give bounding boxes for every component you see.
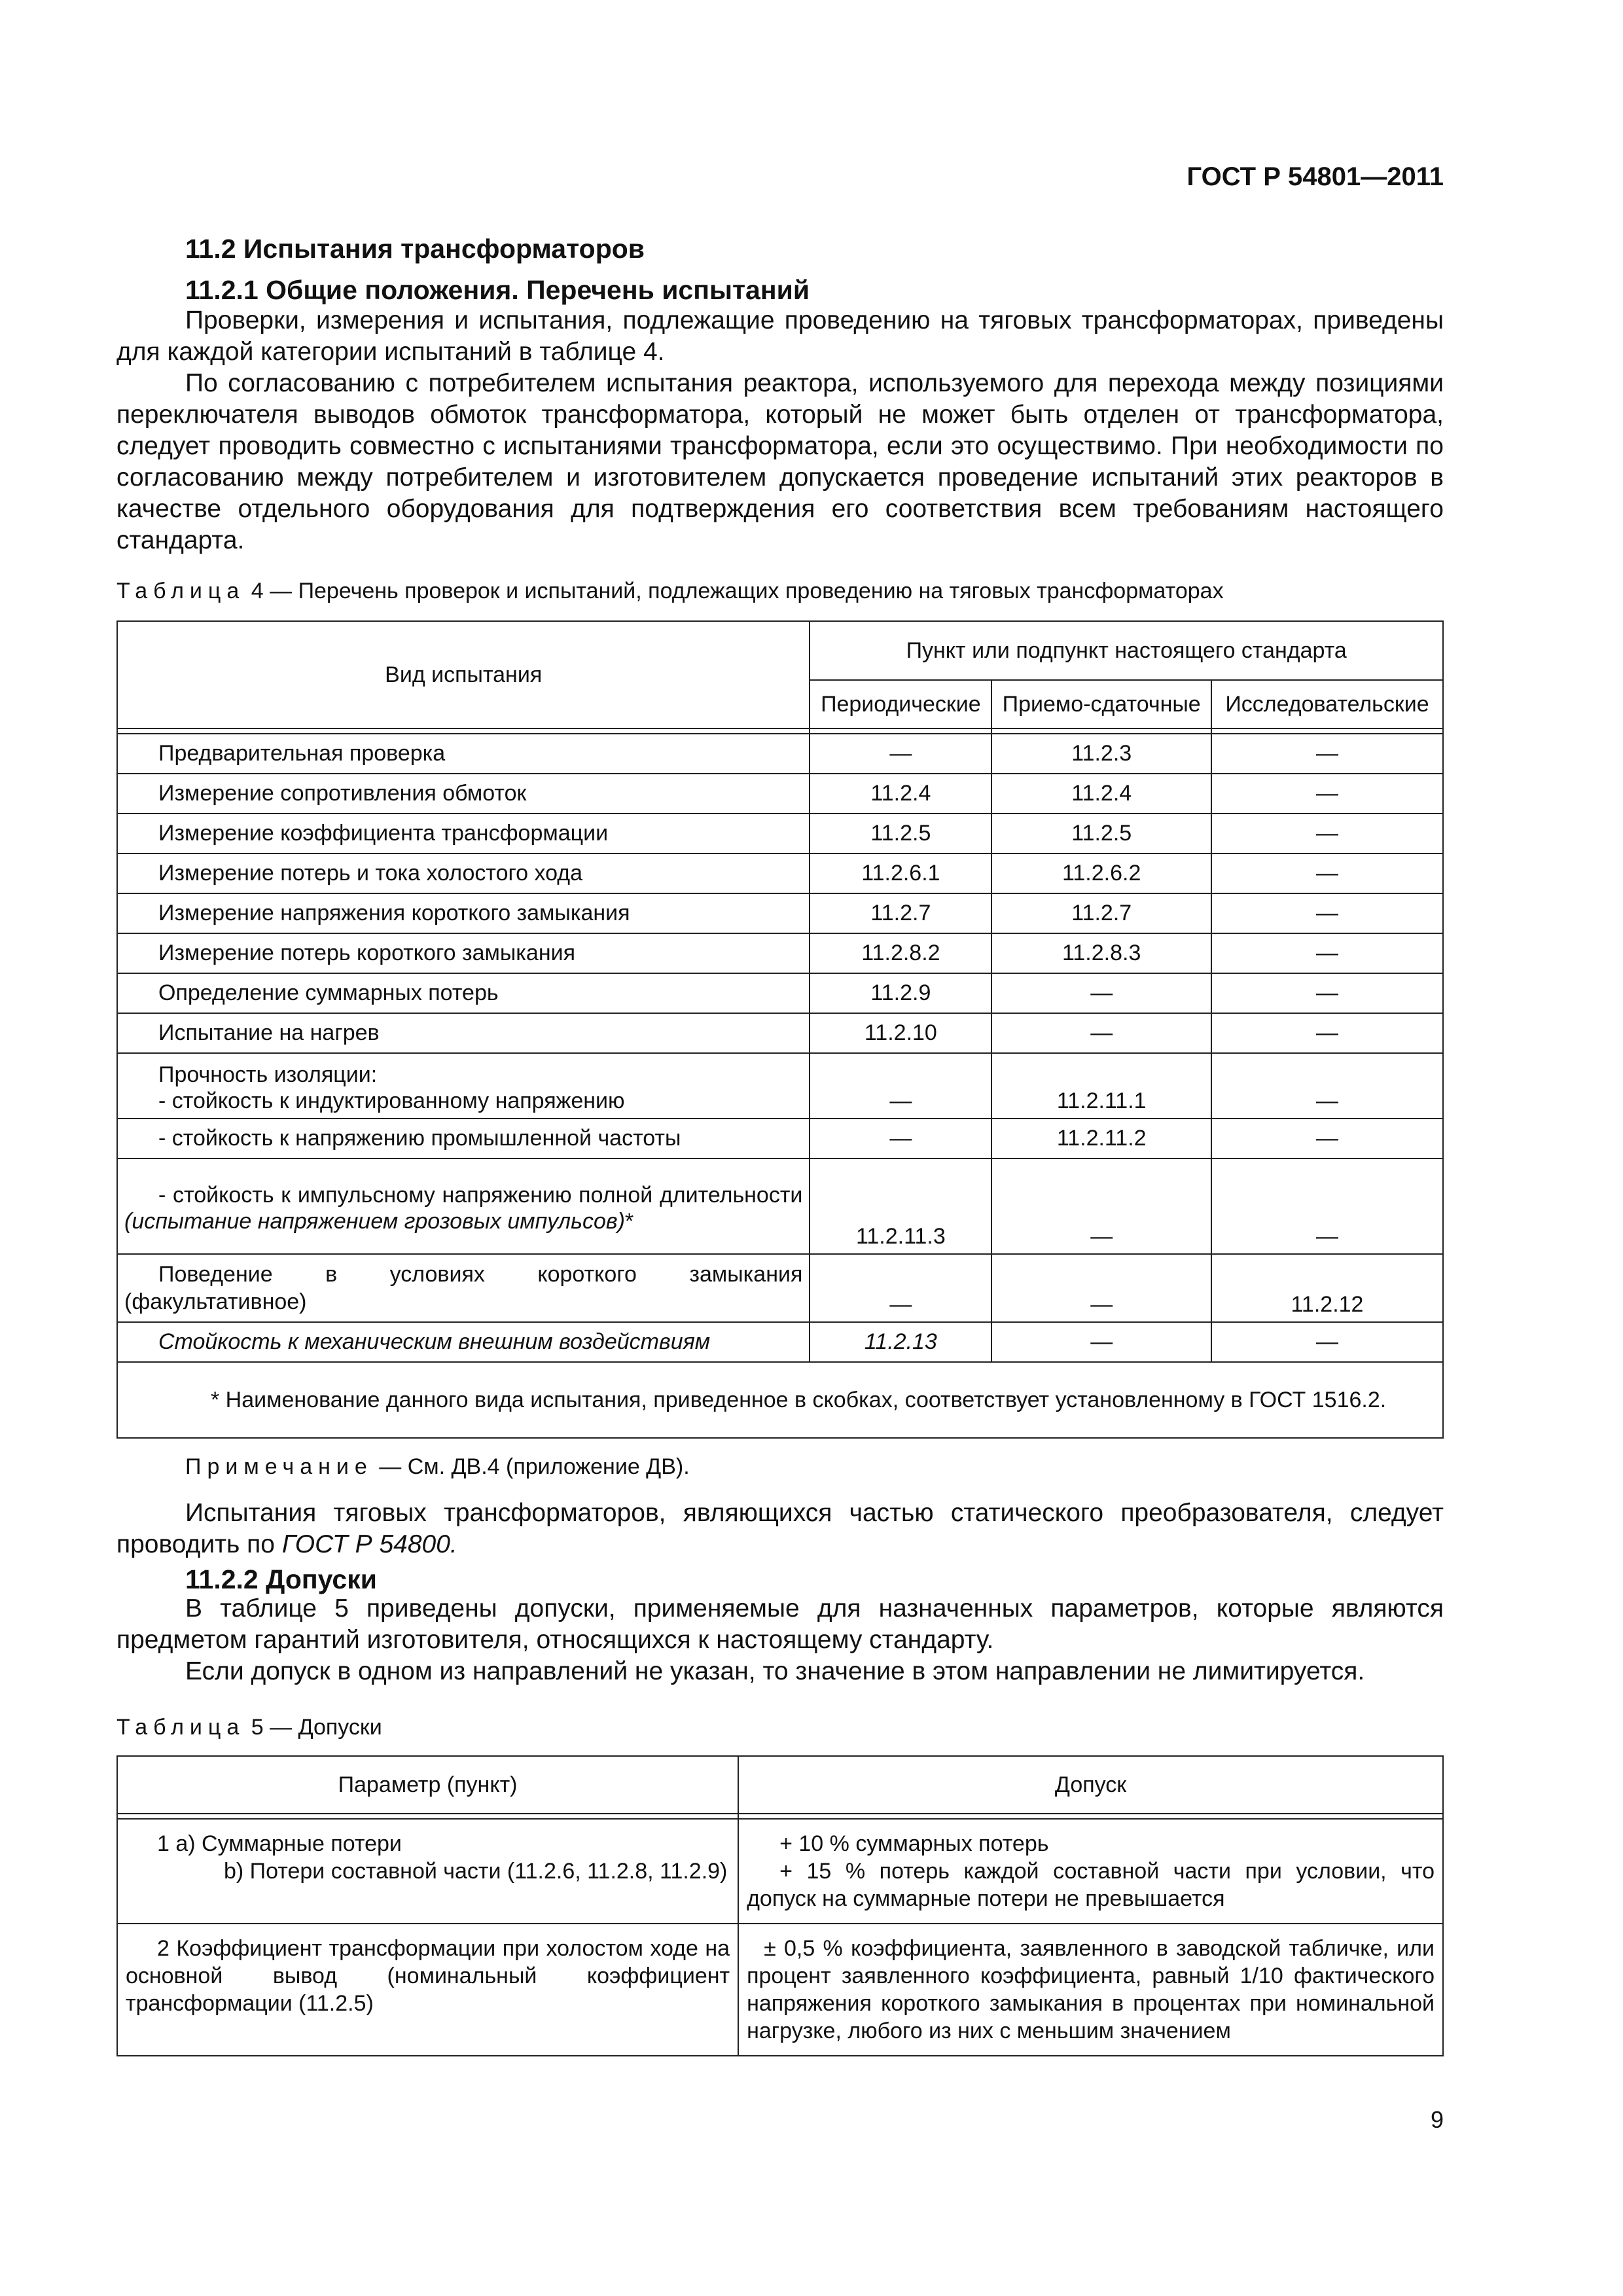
acceptance-value: — [991, 973, 1211, 1013]
param-cell: 2 Коэффициент трансформации при холостом ходе на основной вывод (номинальный коэффициент трансформации (11.2.5) [117, 1924, 738, 2056]
research-value: — [1211, 774, 1443, 814]
periodic-value: 11.2.13 [810, 1322, 991, 1362]
table-4-header-row [117, 621, 1443, 680]
table-4-footnote-row [117, 1362, 1443, 1438]
test-name: Определение суммарных потерь [117, 973, 810, 1013]
acceptance-value: 11.2.11.1 [991, 1053, 1211, 1119]
research-value: — [1211, 1053, 1443, 1119]
col-header-tolerance: Допуск [738, 1756, 1443, 1814]
periodic-value: 11.2.9 [810, 973, 991, 1013]
periodic-value: 11.2.8.2 [810, 933, 991, 973]
table-5 [116, 1755, 1444, 2056]
table-row [117, 853, 1443, 893]
acceptance-value: 11.2.5 [991, 814, 1211, 853]
table-row-insulation-induced [117, 1053, 1443, 1119]
table-row [117, 734, 1443, 774]
col-header-periodic: Периодические [810, 680, 991, 728]
periodic-value: 11.2.4 [810, 774, 991, 814]
table-row-insulation-impulse [117, 1158, 1443, 1254]
insulation-title: Прочность изоляции: [158, 1062, 378, 1087]
tolerance-cell [738, 1819, 1443, 1924]
acceptance-value: 11.2.11.2 [991, 1119, 1211, 1158]
research-value: — [1211, 893, 1443, 933]
table-5-caption-label: Таблица [116, 1715, 245, 1740]
document-id: ГОСТ Р 54801—2011 [1186, 162, 1444, 191]
table-row [117, 774, 1443, 814]
param-b: b) Потери составной части (11.2.6, 11.2.8, 11.2.9) [224, 1859, 728, 1884]
periodic-value: 11.2.7 [810, 893, 991, 933]
table-row [117, 1819, 1443, 1924]
test-name: Испытание на нагрев [117, 1013, 810, 1053]
periodic-value: — [810, 1119, 991, 1158]
research-value: — [1211, 1158, 1443, 1254]
paragraph-tolerances: В таблице 5 приведены допуски, применяемые для назначенных параметров, которые являются предметом гарантий изготовителя, относящихся к настоящему стандарту. [116, 1594, 1444, 1654]
static-converter-text: Испытания тяговых трансформаторов, являющихся частью статического преобразователя, следует проводить по [116, 1499, 1444, 1558]
test-name: Измерение сопротивления обмоток [117, 774, 810, 814]
note-text: — См. ДВ.4 (приложение ДВ). [379, 1454, 690, 1479]
periodic-value: 11.2.10 [810, 1013, 991, 1053]
tolerance-cell: ± 0,5 % коэффициента, заявленного в заводской табличке, или процент заявленного коэффициента, равный 1/10 фактического напряжения короткого замыкания в процентах при номинальной нагрузке, любого из них с меньшим значением [738, 1924, 1443, 2056]
table-row [117, 973, 1443, 1013]
tolerance-b: + 15 % потерь каждой составной части при условии, что допуск на суммарные потери не превышается [747, 1859, 1435, 1911]
test-name: Измерение потерь короткого замыкания [117, 933, 810, 973]
paragraph-tests-list: Проверки, измерения и испытания, подлежащие проведению на тяговых трансформаторах, приведены для каждой категории испытаний в таблице 4. [116, 306, 1444, 366]
research-value: — [1211, 1013, 1443, 1053]
param-a: 1 a) Суммарные потери [157, 1831, 402, 1856]
table-row-short-circuit [117, 1254, 1443, 1322]
table-row [117, 1013, 1443, 1053]
research-value: — [1211, 853, 1443, 893]
periodic-value: 11.2.6.1 [810, 853, 991, 893]
table-4-footnote: * Наименование данного вида испытания, приведенное в скобках, соответствует установленному в ГОСТ 1516.2. [117, 1362, 1443, 1438]
col-header-param: Параметр (пункт) [117, 1756, 738, 1814]
table-5-caption-text: 5 — Допуски [251, 1715, 382, 1740]
param-cell [117, 1819, 738, 1924]
acceptance-value: — [991, 1158, 1211, 1254]
table-row-mechanical [117, 1322, 1443, 1362]
research-value: — [1211, 933, 1443, 973]
impulse-name-italic: (испытание напряжением грозовых импульсов) [124, 1209, 625, 1234]
periodic-value: — [810, 734, 991, 774]
table-row-insulation-power-freq [117, 1119, 1443, 1158]
test-name: Измерение потерь и тока холостого хода [117, 853, 810, 893]
page-number: 9 [1430, 2106, 1444, 2133]
table-4-caption [116, 579, 1224, 604]
table-5-caption [116, 1715, 382, 1740]
acceptance-value: 11.2.8.3 [991, 933, 1211, 973]
research-value: 11.2.12 [1211, 1254, 1443, 1322]
test-name: Предварительная проверка [117, 734, 810, 774]
col-header-test: Вид испытания [117, 621, 810, 728]
paragraph-unspecified-tolerance: Если допуск в одном из направлений не указан, то значение в этом направлении не лимитируется. [185, 1657, 1365, 1685]
table-4-caption-label: Таблица [116, 579, 245, 603]
acceptance-value: 11.2.3 [991, 734, 1211, 774]
acceptance-value: — [991, 1013, 1211, 1053]
paragraph-static-converter [116, 1498, 1444, 1560]
research-value: — [1211, 734, 1443, 774]
test-name: Измерение напряжения короткого замыкания [117, 893, 810, 933]
acceptance-value: — [991, 1254, 1211, 1322]
section-11-2-title: 11.2 Испытания трансформаторов [185, 234, 645, 264]
static-converter-ref: ГОСТ Р 54800. [281, 1530, 457, 1558]
table-row [117, 933, 1443, 973]
acceptance-value: 11.2.7 [991, 893, 1211, 933]
test-name: Поведение в условиях короткого замыкания (факультативное) [117, 1254, 810, 1322]
table-row [117, 893, 1443, 933]
col-header-group: Пункт или подпункт настоящего стандарта [810, 621, 1443, 680]
table-row [117, 1924, 1443, 2056]
section-11-2-2-title: 11.2.2 Допуски [185, 1564, 377, 1594]
col-header-research: Исследовательские [1211, 680, 1443, 728]
table-5-gap-row [117, 1814, 1443, 1819]
periodic-value: — [810, 1254, 991, 1322]
acceptance-value: 11.2.6.2 [991, 853, 1211, 893]
research-value: — [1211, 814, 1443, 853]
paragraph-reactor-tests: По согласованию с потребителем испытания реактора, используемого для перехода между позициями переключателя выводов обмоток трансформатора, который не может быть отделен от трансформатора, следует проводить совместно с испытаниями трансформатора, если это осуществимо. При необходимости по согласованию между потребителем и изготовителем допускается проведение испытаний этих реакторов в качестве отдельного оборудования для подтверждения его соответствия всем требованиям настоящего стандарта. [116, 369, 1444, 554]
table-4 [116, 620, 1444, 1439]
periodic-value: — [810, 1053, 991, 1119]
acceptance-value: — [991, 1322, 1211, 1362]
research-value: — [1211, 973, 1443, 1013]
acceptance-value: 11.2.4 [991, 774, 1211, 814]
table-5-header-row [117, 1756, 1443, 1814]
test-name [117, 1053, 810, 1119]
test-name: - стойкость к напряжению промышленной частоты [117, 1119, 810, 1158]
note [185, 1454, 690, 1480]
test-name: Стойкость к механическим внешним воздействиям [117, 1322, 810, 1362]
impulse-footnote-mark: * [624, 1209, 634, 1234]
table-4-gap-row [117, 728, 1443, 734]
col-header-acceptance: Приемо-сдаточные [991, 680, 1211, 728]
tolerance-a: + 10 % суммарных потерь [779, 1831, 1049, 1856]
impulse-name: - стойкость к импульсному напряжению полной длительности [158, 1183, 803, 1208]
test-name: Измерение коэффициента трансформации [117, 814, 810, 853]
research-value: — [1211, 1322, 1443, 1362]
periodic-value: 11.2.5 [810, 814, 991, 853]
table-4-caption-text: 4 — Перечень проверок и испытаний, подлежащих проведению на тяговых трансформаторах [251, 579, 1224, 603]
periodic-value: 11.2.11.3 [810, 1158, 991, 1254]
note-label: Примечание [185, 1454, 373, 1479]
test-name [117, 1158, 810, 1254]
section-11-2-1-title: 11.2.1 Общие положения. Перечень испытаний [185, 275, 810, 305]
table-row [117, 814, 1443, 853]
insulation-induced-name: - стойкость к индуктированному напряжению [158, 1088, 625, 1113]
research-value: — [1211, 1119, 1443, 1158]
